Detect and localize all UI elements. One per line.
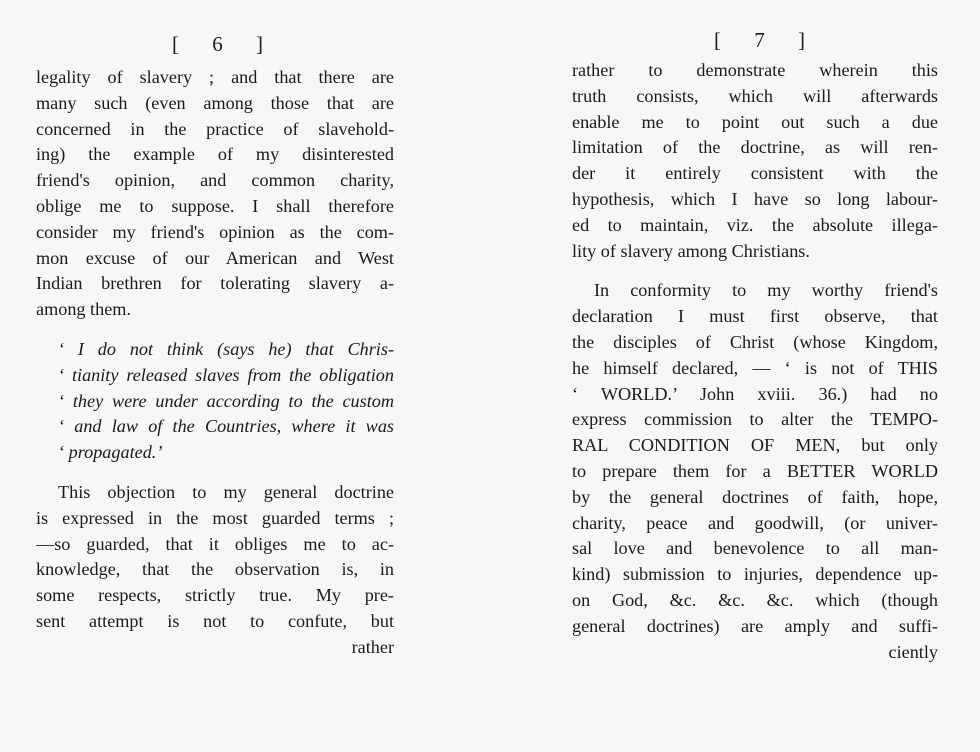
text-line: oblige me to suppose. I shall therefore [36, 195, 394, 216]
text-line: general doctrines) are amply and suffi- [572, 615, 938, 636]
text-line: among them. [36, 299, 131, 320]
text-line: This objection to my general doctrine [58, 481, 394, 502]
text-line: rather to demonstrate wherein this [572, 60, 938, 80]
left-text-column [36, 65, 394, 661]
text-line: some respects, strictly true. My pre- [36, 585, 394, 606]
text-line: concerned in the practice of slavehold- [36, 118, 394, 139]
text-line: kind) submission to injuries, dependence up- [572, 564, 938, 585]
text-line: he himself declared, — ‘ is not of THIS [572, 357, 938, 378]
text-line: —so guarded, that it obliges me to ac- [36, 533, 394, 554]
quote-line: ‘ I do not think (says he) that Chris- [58, 338, 394, 359]
text-line: truth consists, which will afterwards [572, 85, 938, 106]
text-line: by the general doctrines of faith, hope, [572, 486, 938, 507]
text-line: ed to maintain, viz. the absolute illega- [572, 214, 938, 235]
text-line: enable me to point out such a due [572, 111, 938, 132]
quote-line: ‘ and law of the Countries, where it was [58, 416, 394, 437]
text-line: on God, &c. &c. &c. which (though [572, 589, 938, 610]
text-line: lity of slavery among Christians. [572, 240, 810, 261]
text-line: limitation of the doctrine, as will ren- [572, 137, 938, 158]
text-line: sal love and benevolence to all man- [572, 538, 938, 559]
text-line: sent attempt is not to confute, but [36, 610, 394, 631]
text-line: mon excuse of our American and West [36, 247, 394, 268]
quote-line: ‘ they were under according to the custom [58, 390, 394, 411]
page-number-left: [ 6 ] [172, 32, 277, 56]
text-line: In conformity to my worthy friend's [594, 280, 938, 301]
text-line: hypothesis, which I have so long labour- [572, 188, 938, 209]
text-line: many such (even among those that are [36, 92, 394, 113]
right-page [490, 0, 980, 752]
text-line: charity, peace and goodwill, (or univer- [572, 512, 938, 533]
text-line: to prepare them for a BETTER WORLD [572, 460, 938, 481]
page-number-right: [ 7 ] [714, 28, 819, 52]
text-line: knowledge, that the observation is, in [36, 559, 394, 580]
text-line: friend's opinion, and common charity, [36, 170, 394, 191]
text-line: consider my friend's opinion as the com- [36, 221, 394, 242]
quote-line: ‘ propagated.’ [58, 442, 163, 463]
catchword: ciently [888, 641, 938, 662]
catchword: rather [351, 636, 394, 657]
text-line: declaration I must first observe, that [572, 306, 938, 327]
text-line: der it entirely consistent with the [572, 163, 938, 184]
right-text-column [572, 58, 938, 665]
text-line: Indian brethren for tolerating slavery a- [36, 273, 394, 294]
text-line: legality of slavery ; and that there are [36, 67, 394, 87]
text-line: is expressed in the most guarded terms ; [36, 507, 394, 528]
text-line: the disciples of Christ (whose Kingdom, [572, 331, 938, 352]
text-line: express commission to alter the TEMPO- [572, 409, 938, 430]
quote-line: ‘ tianity released slaves from the obligation [58, 364, 394, 385]
text-line: ing) the example of my disinterested [36, 144, 394, 165]
text-line: RAL CONDITION OF MEN, but only [572, 435, 938, 456]
text-line: ‘ WORLD.’ John xviii. 36.) had no [572, 383, 938, 404]
